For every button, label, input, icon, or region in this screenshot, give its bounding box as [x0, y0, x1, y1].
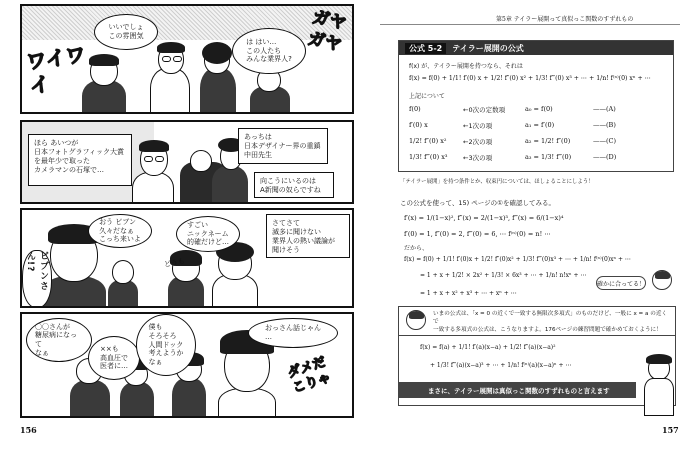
formula-intro: f(x) が、テイラー展開を持つなら、それは: [409, 63, 523, 70]
speech-bubble: すごい ニックネーム 的確だけど…: [176, 216, 240, 252]
formula-box-header: [399, 41, 673, 55]
expansion-line: = 1 + x + x² + x³ + ⋯ + xⁿ + ⋯: [420, 290, 517, 297]
formula-title: テイラー展開の公式: [452, 43, 524, 53]
tag-cell: ——(B): [593, 121, 616, 129]
sound-effect: ガヤガヤ: [306, 7, 349, 56]
caption-box: さてさて 滅多に聞けない 業界人の熱い議論が 聞けそう: [266, 214, 350, 258]
speech-bubble: 〇〇さんが 糖尿病になって なぁ: [26, 318, 92, 362]
caption-box: 向こうにいるのは A新聞の奴らですね: [254, 172, 334, 198]
expansion-line: = 1 + x + 1/2! × 2x² + 1/3! × 6x³ + ⋯ + 1/n! n!xⁿ + ⋯: [420, 272, 587, 279]
desc-cell: ←3次の項: [463, 154, 493, 162]
manga-panel-4: [20, 312, 354, 418]
summary-banner: まさに、テイラー展開は真似っこ関数のすずれものと言えます: [398, 382, 636, 398]
page-number: 156: [20, 425, 37, 435]
body-text: この公式を使って、15) ページの①を確認してみる。: [400, 199, 555, 207]
tag-cell: ——(D): [593, 153, 617, 161]
character-avatar: [406, 310, 426, 330]
speech-bubble: いいでしょ この雰囲気: [94, 14, 158, 50]
manga-panel-3: [20, 208, 354, 308]
speech-bubble: おっさん話じゃん …: [248, 318, 338, 348]
note-box: いまの公式は、「x = 0 の近くで一致する無限次多項式」のものだけど、一般に x = a の近くで 一致する多項式の公式は、こうなりますよ。176ページの練習問題で確かめておくように！: [398, 306, 676, 336]
chapter-header: 第5章 テイラー展開って真似っこ関数のすずれもの: [496, 16, 634, 23]
term-cell: f(0): [409, 105, 421, 113]
page-number: 157: [662, 425, 679, 435]
footnote: 「テイラー展開」を持つ条件とか、収束円については、ほしょることにしよう！: [400, 179, 594, 185]
formula-note: 上記について: [409, 93, 445, 100]
body-text: だから、: [404, 245, 429, 252]
formula-label: 公式 5-2: [405, 43, 446, 54]
manga-panel-2: [20, 120, 354, 204]
general-formula-line: + 1/3! f‴(a)(x−a)³ + ⋯ + 1/n! f⁽ⁿ⁾(a)(x−a)ⁿ + ⋯: [430, 362, 572, 369]
speech-bubble: 僕も そろそろ 人間ドック 考えようか なぁ: [136, 314, 196, 376]
formula-box: [398, 40, 674, 172]
speech-bubble: おう ビブン 久々だなぁ こっち来いよ: [88, 214, 152, 248]
tag-cell: ——(A): [593, 105, 616, 113]
speech-bubble: ビブンさん!?: [22, 250, 52, 308]
term-cell: f′(0) x: [409, 121, 428, 129]
general-formula-line: f(x) = f(a) + 1/1! f′(a)(x−a) + 1/2! f″(a)(x−a)²: [420, 344, 556, 351]
caption-box: あっちは 日本デザイナー界の重鎮 中田先生: [238, 128, 328, 164]
desc-cell: ←1次の項: [463, 122, 493, 130]
coef-cell: a₂ = 1/2! f″(0): [525, 137, 571, 145]
desc-cell: ←2次の項: [463, 138, 493, 146]
term-cell: 1/2! f″(0) x²: [409, 137, 447, 145]
term-cell: 1/3! f‴(0) x³: [409, 153, 448, 161]
coef-cell: a₁ = f′(0): [525, 121, 555, 129]
speech-bubble: ××も 高血圧で 医者に…: [88, 336, 140, 380]
character-figure: [640, 356, 680, 416]
header-rule: [380, 24, 680, 25]
caption-box: ほら あいつが 日本フォトグラフィック大賞 を最年少で取った カメラマンの石塚で…: [28, 134, 132, 186]
main-formula: f(x) = f(0) + 1/1! f′(0) x + 1/2! f″(0) x² + 1/3! f‴(0) x³ + ⋯ + 1/n! f⁽ⁿ⁾(0) xⁿ + ⋯: [409, 75, 651, 82]
coef-cell: a₃ = 1/3! f‴(0): [525, 153, 572, 161]
manga-panel-1: [20, 4, 354, 114]
derivatives-line: f′(x) = 1/(1−x)², f″(x) = 2/(1−x)³, f‴(x) = 6/(1−x)⁴: [404, 214, 564, 222]
sound-effect: ワイワイ: [24, 42, 88, 98]
tag-cell: ——(C): [593, 137, 617, 145]
coef-cell: a₀ = f(0): [525, 105, 553, 113]
speech-bubble: は はい… この人たち みんな業界人?: [232, 28, 306, 74]
character-avatar: [652, 270, 672, 290]
desc-cell: ←0次の定数項: [463, 106, 506, 114]
check-note: 確かに合ってる！: [596, 276, 646, 290]
sound-effect: ダメだ こりゃ: [286, 354, 333, 397]
values-line: f′(0) = 1, f″(0) = 2, f‴(0) = 6, ⋯ f⁽ⁿ⁾(0) = n! ⋯: [404, 230, 551, 238]
sound-effect: どうも: [163, 257, 186, 269]
expansion-line: f(x) = f(0) + 1/1! f′(0)x + 1/2! f″(0)x² + 1/3! f‴(0)x³ + ⋯ + 1/n! f⁽ⁿ⁾(0)xⁿ + ⋯: [404, 256, 631, 263]
